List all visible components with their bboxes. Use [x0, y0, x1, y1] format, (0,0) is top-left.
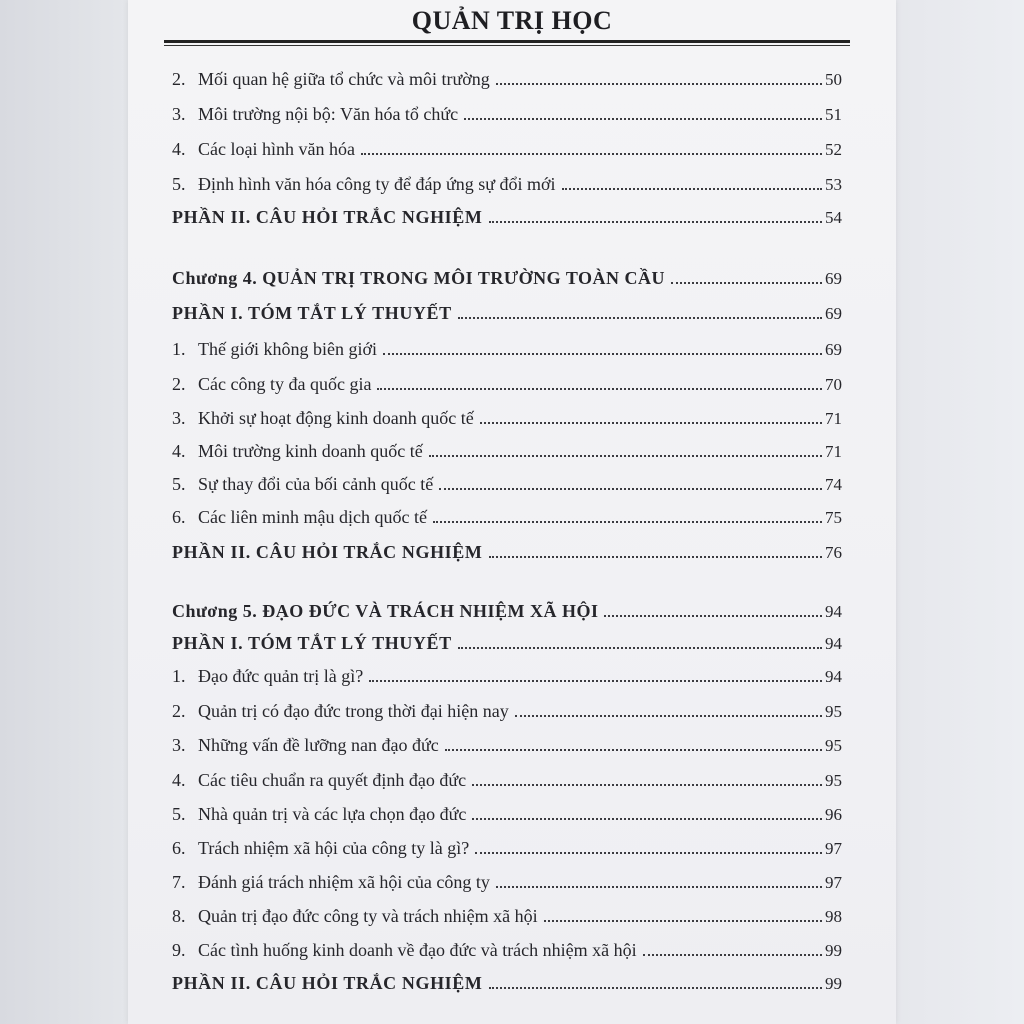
toc-page: 95: [825, 736, 842, 755]
toc-part-title: PHẦN II. CÂU HỎI TRẮC NGHIỆM: [172, 542, 483, 562]
toc-row: [172, 897, 842, 927]
toc-chapter-row: [172, 259, 842, 289]
toc-page: 52: [825, 140, 842, 159]
toc-row: [172, 432, 842, 462]
toc-page: 54: [825, 208, 842, 227]
toc-part-title: PHẦN II. CÂU HỎI TRẮC NGHIỆM: [172, 973, 483, 993]
toc-row: [172, 761, 842, 791]
toc-row: [172, 795, 842, 825]
toc-title: Các công ty đa quốc gia: [198, 374, 372, 394]
toc-leader: [445, 748, 822, 751]
toc-leader: [369, 679, 822, 682]
toc-row: [172, 330, 842, 360]
toc-part-row: [172, 198, 842, 228]
toc-leader: [458, 316, 822, 319]
toc-title: Môi trường nội bộ: Văn hóa tổ chức: [198, 104, 459, 124]
toc-title: Định hình văn hóa công ty để đáp ứng sự đổi mới: [198, 174, 556, 194]
toc-leader: [496, 885, 822, 888]
toc-page: 94: [825, 667, 842, 686]
toc-page: 97: [825, 873, 842, 892]
toc-page: 99: [825, 941, 842, 960]
toc-leader: [480, 421, 822, 424]
toc-part-title: PHẦN II. CÂU HỎI TRẮC NGHIỆM: [172, 207, 483, 227]
toc-row: [172, 399, 842, 429]
toc-part-row: [172, 964, 842, 994]
toc-page: 51: [825, 105, 842, 124]
toc-number: 3.: [172, 735, 186, 755]
toc-leader: [439, 487, 822, 490]
toc-part-row: [172, 533, 842, 563]
toc-leader: [458, 646, 822, 649]
table-of-contents: [128, 0, 896, 1024]
toc-title: Quản trị có đạo đức trong thời đại hiện nay: [198, 701, 509, 721]
toc-page: 96: [825, 805, 842, 824]
toc-title: Những vấn đề lưỡng nan đạo đức: [198, 735, 439, 755]
toc-page: 94: [825, 602, 842, 621]
toc-leader: [643, 953, 822, 956]
toc-row: [172, 829, 842, 859]
toc-row: [172, 365, 842, 395]
toc-title: Nhà quản trị và các lựa chọn đạo đức: [198, 804, 467, 824]
toc-number: 1.: [172, 339, 186, 359]
toc-page: 50: [825, 70, 842, 89]
toc-leader: [604, 614, 822, 617]
toc-page: 94: [825, 634, 842, 653]
toc-title: Môi trường kinh doanh quốc tế: [198, 441, 423, 461]
toc-leader: [489, 220, 823, 223]
toc-row: [172, 726, 842, 756]
toc-number: 7.: [172, 872, 186, 892]
toc-row: [172, 931, 842, 961]
toc-number: 3.: [172, 408, 186, 428]
toc-leader: [544, 919, 822, 922]
toc-part-row: [172, 624, 842, 654]
toc-leader: [489, 986, 823, 989]
toc-number: 6.: [172, 507, 186, 527]
toc-title: Đạo đức quản trị là gì?: [198, 666, 364, 686]
toc-title: Khởi sự hoạt động kinh doanh quốc tế: [198, 408, 474, 428]
toc-number: 2.: [172, 69, 186, 89]
toc-page: 69: [825, 269, 842, 288]
toc-leader: [361, 152, 822, 155]
toc-page: 97: [825, 839, 842, 858]
toc-leader: [489, 555, 823, 558]
toc-page: 71: [825, 442, 842, 461]
toc-leader: [377, 387, 822, 390]
book-page: [128, 0, 896, 1024]
toc-leader: [562, 187, 823, 190]
toc-number: 1.: [172, 666, 186, 686]
toc-number: 3.: [172, 104, 186, 124]
running-header: QUẢN TRỊ HỌC: [411, 6, 613, 35]
toc-title: Quản trị đạo đức công ty và trách nhiệm xã hội: [198, 906, 538, 926]
toc-page: 53: [825, 175, 842, 194]
toc-part-title: PHẦN I. TÓM TẮT LÝ THUYẾT: [172, 303, 452, 323]
toc-page: 69: [825, 340, 842, 359]
toc-number: 4.: [172, 139, 186, 159]
toc-leader: [496, 82, 822, 85]
toc-page: 71: [825, 409, 842, 428]
toc-number: 8.: [172, 906, 186, 926]
background-left: [0, 0, 128, 1024]
toc-leader: [472, 783, 822, 786]
toc-page: 74: [825, 475, 842, 494]
toc-number: 2.: [172, 374, 186, 394]
toc-title: Mối quan hệ giữa tổ chức và môi trường: [198, 69, 490, 89]
toc-leader: [429, 454, 822, 457]
toc-number: 6.: [172, 838, 186, 858]
toc-page: 69: [825, 304, 842, 323]
toc-page: 75: [825, 508, 842, 527]
toc-leader: [464, 117, 822, 120]
toc-part-row: [172, 294, 842, 324]
toc-row: [172, 130, 842, 160]
toc-number: 9.: [172, 940, 186, 960]
toc-title: Trách nhiệm xã hội của công ty là gì?: [198, 838, 470, 858]
toc-number: 2.: [172, 701, 186, 721]
toc-page: 95: [825, 702, 842, 721]
toc-row: [172, 60, 842, 90]
toc-leader: [515, 714, 822, 717]
toc-title: Thế giới không biên giới: [198, 339, 378, 359]
toc-row: [172, 465, 842, 495]
toc-chapter-row: [172, 592, 842, 622]
toc-title: Các liên minh mậu dịch quốc tế: [198, 507, 427, 527]
toc-row: [172, 95, 842, 125]
toc-number: 5.: [172, 174, 186, 194]
toc-title: Đánh giá trách nhiệm xã hội của công ty: [198, 872, 490, 892]
toc-leader: [472, 817, 822, 820]
toc-leader: [433, 520, 822, 523]
toc-page: 99: [825, 974, 842, 993]
toc-title: Các tình huống kinh doanh về đạo đức và trách nhiệm xã hội: [198, 940, 637, 960]
toc-chapter-title: Chương 5. ĐẠO ĐỨC VÀ TRÁCH NHIỆM XÃ HỘI: [172, 601, 599, 621]
toc-title: Các loại hình văn hóa: [198, 139, 355, 159]
toc-page: 70: [825, 375, 842, 394]
toc-leader: [383, 352, 822, 355]
toc-row: [172, 498, 842, 528]
toc-part-title: PHẦN I. TÓM TẮT LÝ THUYẾT: [172, 633, 452, 653]
toc-leader: [475, 851, 822, 854]
background-right: [896, 0, 1024, 1024]
toc-page: 98: [825, 907, 842, 926]
toc-leader: [671, 281, 822, 284]
toc-chapter-title: Chương 4. QUẢN TRỊ TRONG MÔI TRƯỜNG TOÀN CẦU: [172, 268, 666, 288]
toc-number: 5.: [172, 804, 186, 824]
toc-row: [172, 863, 842, 893]
toc-row: [172, 657, 842, 687]
toc-number: 4.: [172, 770, 186, 790]
toc-number: 4.: [172, 441, 186, 461]
toc-page: 76: [825, 543, 842, 562]
toc-page: 95: [825, 771, 842, 790]
toc-title: Sự thay đổi của bối cảnh quốc tế: [198, 474, 434, 494]
toc-row: [172, 165, 842, 195]
toc-title: Các tiêu chuẩn ra quyết định đạo đức: [198, 770, 467, 790]
toc-row: [172, 692, 842, 722]
toc-number: 5.: [172, 474, 186, 494]
